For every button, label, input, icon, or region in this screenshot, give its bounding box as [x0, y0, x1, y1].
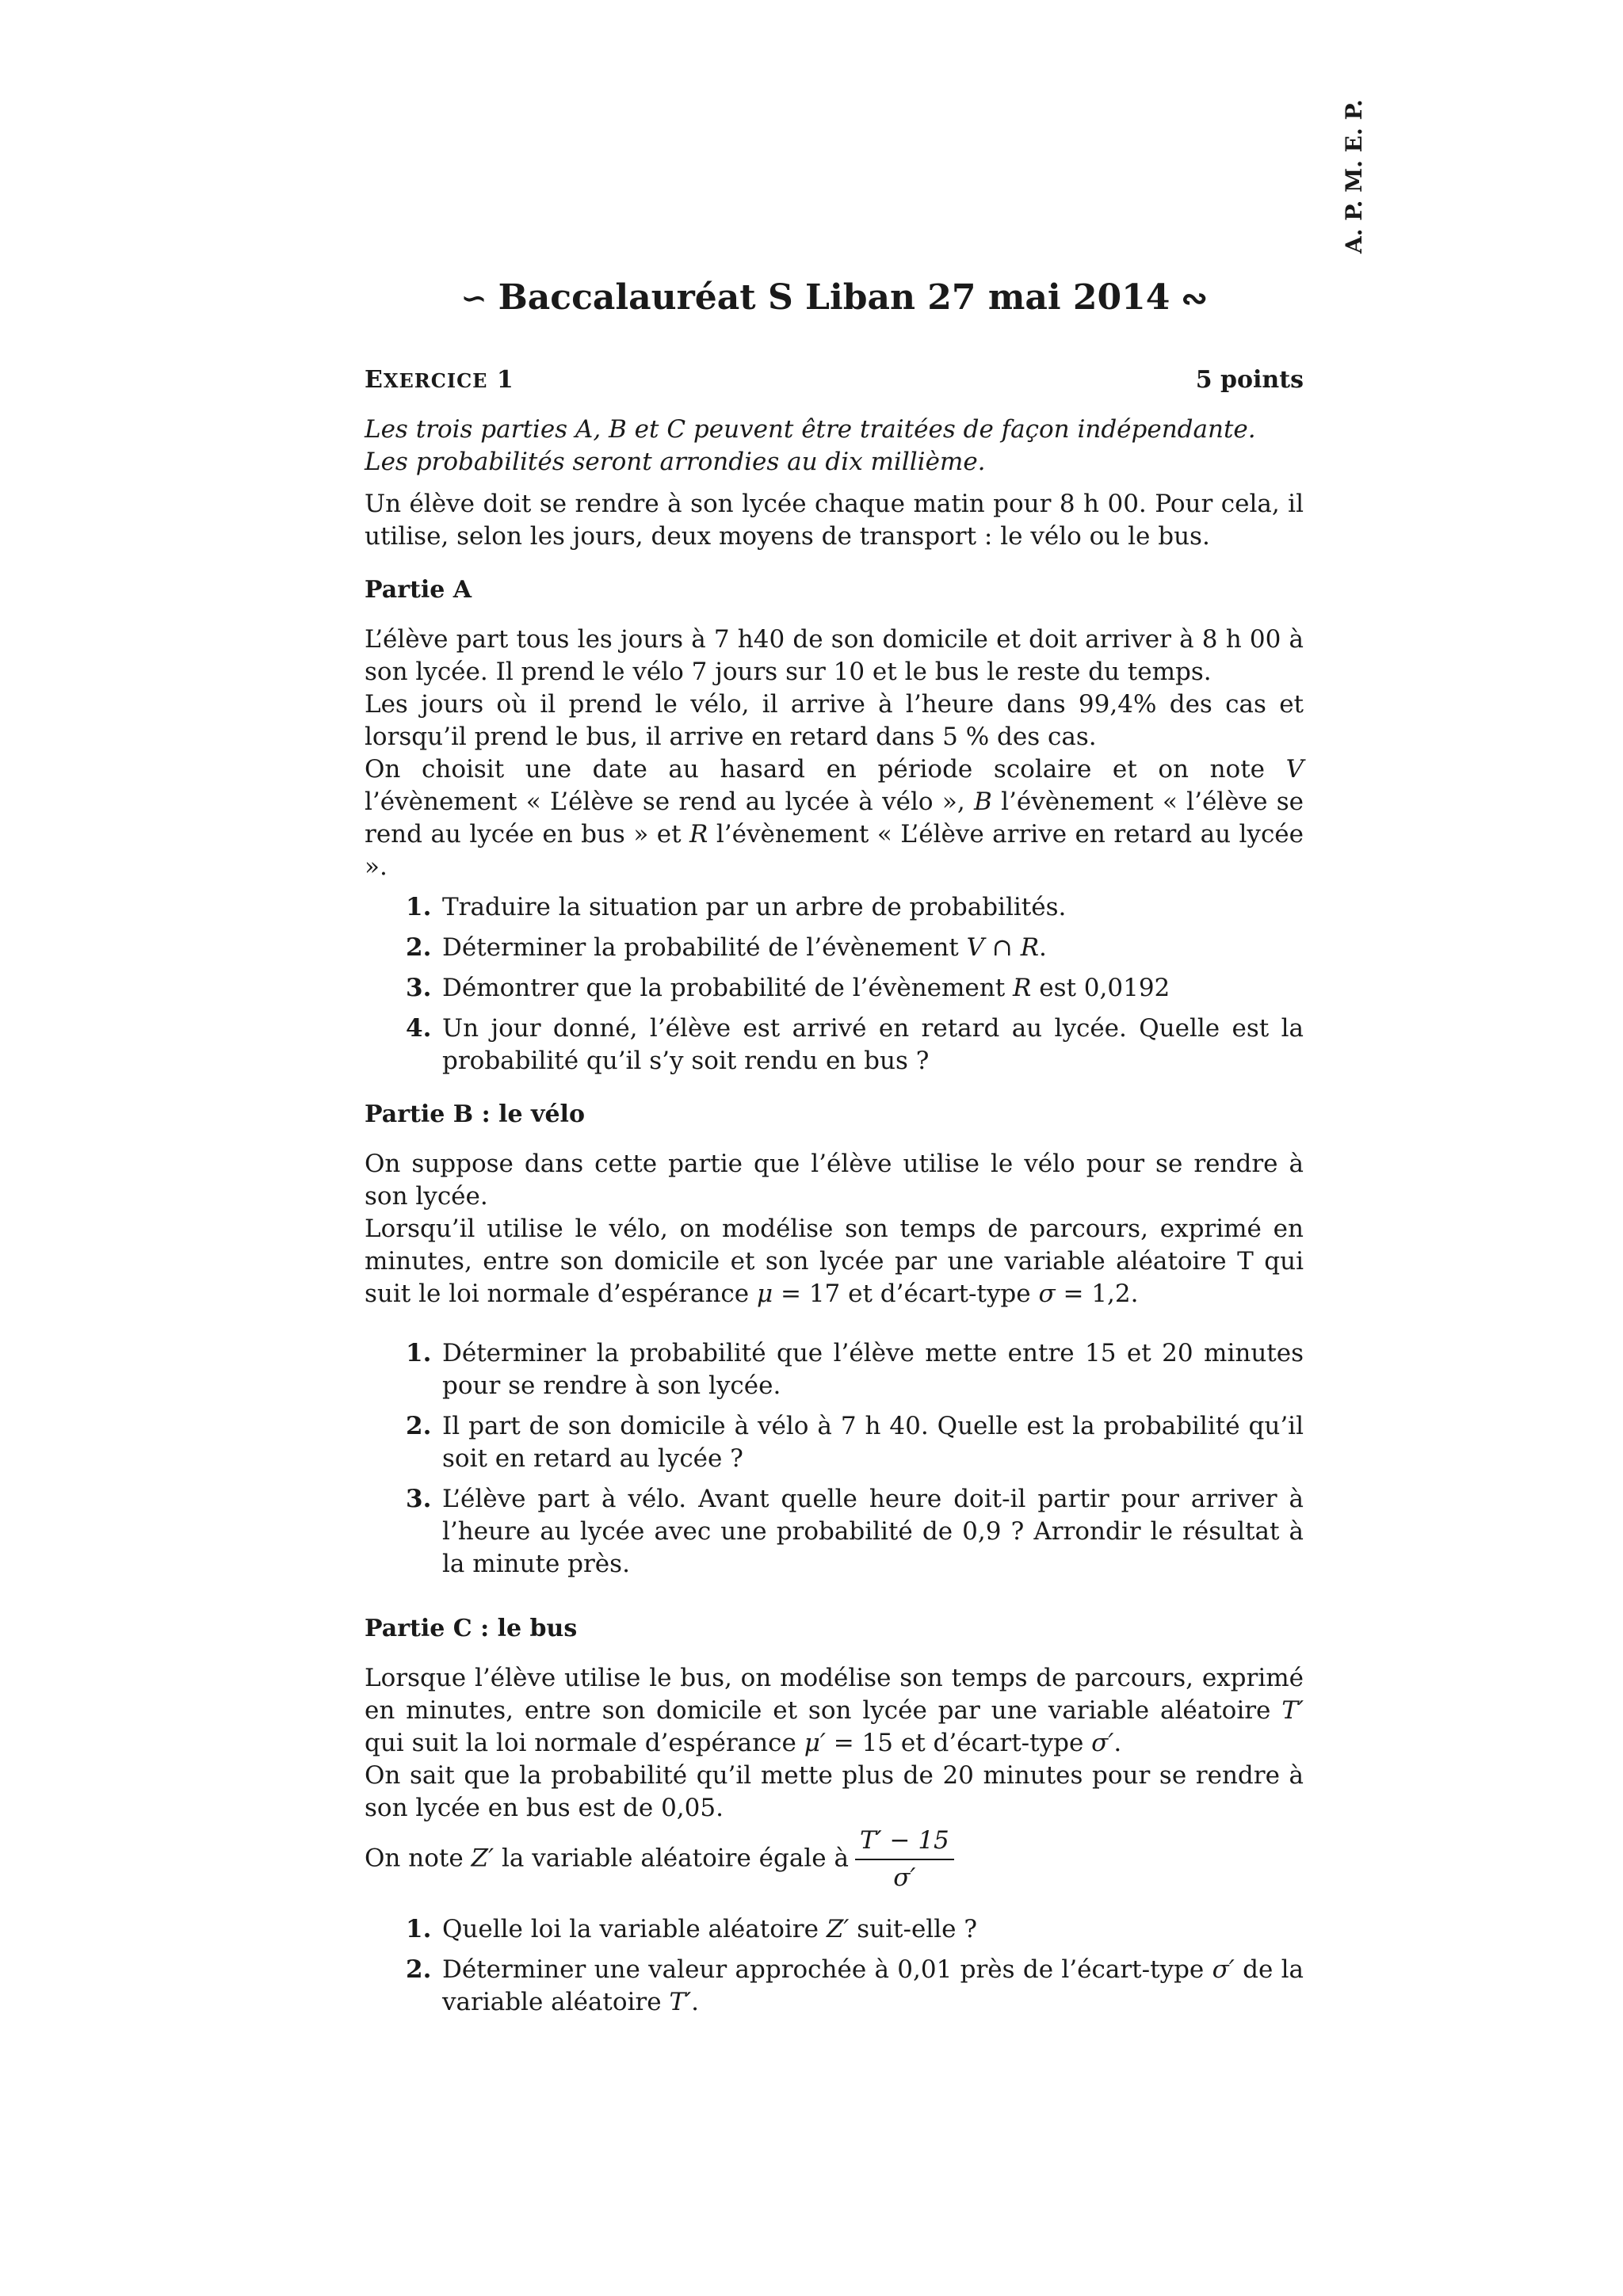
intro-italic-1: Les trois parties A, B et C peuvent être traitées de façon indépendante.	[365, 415, 1256, 444]
part-a-p3: On choisit une date au hasard en période scolaire et on note V l’évènement « L’élève se rend au lycée à vélo », B l’évènement « l’élève se rend au lycée en bus » et R l’évènement « L’élève arrive en retard au lycée ».	[365, 755, 1304, 881]
part-c-p2: On sait que la probabilité qu’il mette plus de 20 minutes pour se rendre à son lycée en bus est de 0,05.	[365, 1761, 1304, 1822]
part-b-title: Partie B : le vélo	[365, 1100, 585, 1128]
part-a-title: Partie A	[365, 576, 472, 604]
side-label: A. P. M. E. P.	[1341, 99, 1367, 254]
exercise-points: 5 points	[1195, 366, 1304, 394]
list-item: 4. Un jour donné, l’élève est arrivé en retard au lycée. Quelle est la probabilité qu’il s’y soit rendu en bus ?	[406, 1014, 1304, 1075]
intro-italic-2: Les probabilités seront arrondies au dix millième.	[365, 448, 986, 476]
list-item: 1. Traduire la situation par un arbre de probabilités.	[406, 893, 1067, 921]
list-item: 1. Déterminer la probabilité que l’élève mette entre 15 et 20 minutes pour se rendre à son lycée.	[406, 1339, 1304, 1400]
part-a-questions	[365, 891, 1304, 1077]
ornament-left-icon: ∽	[460, 280, 487, 317]
fraction: $\frac{T' - 15}{\sigma'}$	[855, 1825, 954, 1894]
intro-text: Un élève doit se rendre à son lycée chaque matin pour 8 h 00. Pour cela, il utilise, selon les jours, deux moyens de transport : le vélo ou le bus.	[365, 490, 1304, 551]
exercise-label: EXERCICE 1	[365, 366, 514, 394]
part-c-p3: On note Z′ la variable aléatoire égale à $\frac{T' - 15}{\sigma'}$	[365, 1825, 1304, 1894]
part-c-p1: Lorsque l’élève utilise le bus, on modélise son temps de parcours, exprimé en minutes, entre son domicile et son lycée par une variable aléatoire T′ qui suit la loi normale d’espérance μ′ = 15 et d’écart-type σ′.	[365, 1664, 1304, 1757]
part-b-p1: On suppose dans cette partie que l’élève utilise le vélo pour se rendre à son lycée.	[365, 1150, 1304, 1211]
list-item: 1. Quelle loi la variable aléatoire Z′ suit-elle ?	[406, 1915, 977, 1943]
part-a-p2: Les jours où il prend le vélo, il arrive à l’heure dans 99,4% des cas et lorsqu’il prend le bus, il arrive en retard dans 5 % des cas.	[365, 690, 1304, 751]
ornament-right-icon: ∾	[1181, 280, 1208, 317]
exercise-content	[365, 414, 1304, 2027]
page-header	[365, 277, 1304, 318]
list-item: 2. Déterminer la probabilité de l’évènement V ∩ R.	[406, 933, 1047, 962]
part-c-questions	[365, 1913, 1304, 2019]
list-item: 2. Il part de son domicile à vélo à 7 h 40. Quelle est la probabilité qu’il soit en retard au lycée ?	[406, 1412, 1304, 1473]
part-b-p2: Lorsqu’il utilise le vélo, on modélise son temps de parcours, exprimé en minutes, entre son domicile et son lycée par une variable aléatoire T qui suit le loi normale d’espérance μ = 17 et d’écart-type σ = 1,2.	[365, 1215, 1304, 1308]
list-item: 3. Démontrer que la probabilité de l’évènement R est 0,0192	[406, 974, 1170, 1002]
list-item: 3. L’élève part à vélo. Avant quelle heure doit-il partir pour arriver à l’heure au lycée avec une probabilité de 0,9 ? Arrondir le résultat à la minute près.	[406, 1485, 1304, 1578]
list-item: 2. Déterminer une valeur approchée à 0,01 près de l’écart-type σ′ de la variable aléatoire T′.	[406, 1955, 1304, 2016]
part-a-p1: L’élève part tous les jours à 7 h40 de son domicile et doit arriver à 8 h 00 à son lycée. Il prend le vélo 7 jours sur 10 et le bus le reste du temps.	[365, 625, 1304, 686]
page-title: Baccalauréat S Liban 27 mai 2014	[498, 277, 1170, 318]
exercise-header	[365, 366, 1304, 398]
part-b-questions	[365, 1337, 1304, 1581]
part-c-title: Partie C : le bus	[365, 1615, 578, 1642]
